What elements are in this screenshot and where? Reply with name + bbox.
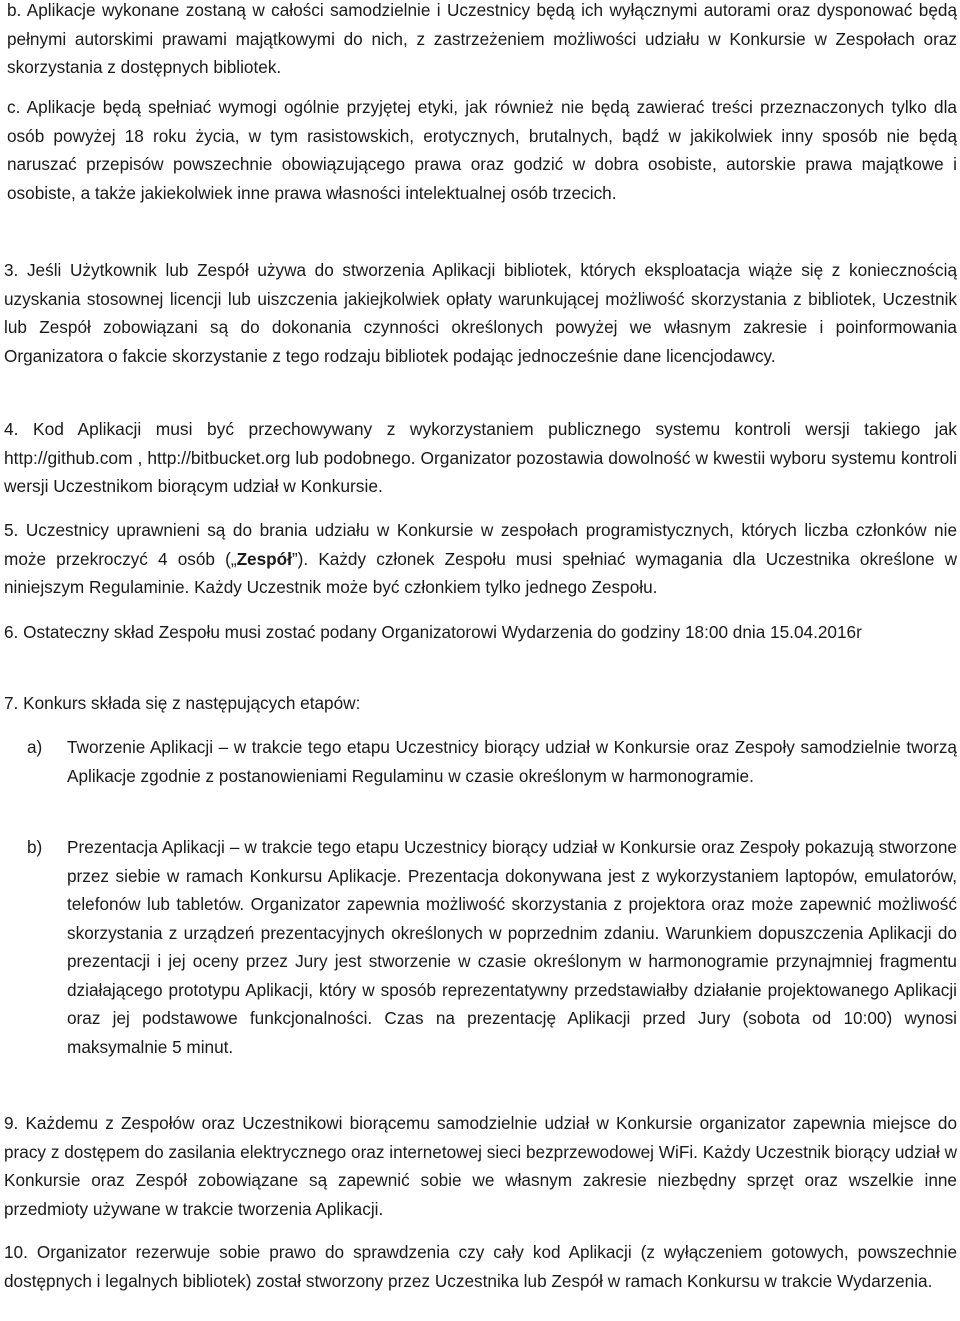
list-marker-b: b) (27, 837, 43, 857)
paragraph-b: b. Aplikacje wykonane zostaną w całości samodzielnie i Uczestnicy będą ich wyłącznymi autorami oraz dysponować będą pełnymi autorskimi prawami majątkowymi do nich, z zastrzeżeniem możliwości udziału w Konkursie w Zespołach oraz skorzystania z dostępnych bibliotek. (7, 0, 957, 77)
team-term: Zespół (236, 548, 292, 569)
paragraph-10: 10. Organizator rezerwuje sobie prawo do sprawdzenia czy cały kod Aplikacji (z wyłączeniem gotowych, powszechnie dostępnych i legalnych bibliotek) został stworzony przez Uczestnika lub Zespół w ramach Konkursu w trakcie Wydarzenia. (4, 1242, 957, 1291)
paragraph-9: 9. Każdemu z Zespołów oraz Uczestnikowi biorącemu samodzielnie udział w Konkursie organizator zapewnia miejsce do pracy z dostępem do zasilania elektrycznego oraz internetowej sieci bezprzewodowej WiFi. Każdy Uczestnik biorący udział w Konkursie oraz Zespół zobowiązane są zapewnić sobie we własnym zakresie niezbędny sprzęt oraz wszelkie inne przedmioty używane w trakcie tworzenia Aplikacji. (4, 1113, 957, 1219)
list-item-a (27, 733, 957, 790)
list-item-b (27, 833, 957, 1061)
list-item-b-text: Prezentacja Aplikacji – w trakcie tego etapu Uczestnicy biorący udział w Konkursie oraz Zespoły pokazują stworzone przez siebie w ramach Konkursu Aplikacje. Prezentacja dokonywana jest z wykorzystaniem laptopów, emulatorów, telefonów lub tabletów. Organizator zapewnia możliwość skorzystania z projektora oraz może zapewnić możliwość skorzystania z urządzeń prezentacyjnych określonych w poprzednim zdaniu. Warunkiem dopuszczenia Aplikacji do prezentacji i jej oceny przez Jury jest stworzenie w czasie określonym w harmonogramie przynajmniej fragmentu działającego prototypu Aplikacji, który w sposób reprezentatywny przedstawiałby działanie projektowanego Aplikacji oraz jej podstawowe funkcjonalności. Czas na prezentację Aplikacji przed Jury (sobota od 10:00) wynosi maksymalnie 5 minut. (67, 837, 957, 1057)
paragraph-c: c. Aplikacje będą spełniać wymogi ogólnie przyjętej etyki, jak również nie będą zawierać treści przeznaczonych tylko dla osób powyżej 18 roku życia, w tym rasistowskich, erotycznych, brutalnych, bądź w jakikolwiek inny sposób nie będą naruszać przepisów powszechnie obowiązującego prawa oraz godzić w dobra osobiste, autorskie prawa majątkowe i osobiste, a także jakiekolwiek inne prawa własności intelektualnej osób trzecich. (7, 97, 957, 203)
paragraph-5 (4, 516, 957, 602)
list-item-a-text: Tworzenie Aplikacji – w trakcie tego etapu Uczestnicy biorący udział w Konkursie oraz Zespoły samodzielnie tworzą Aplikacje zgodnie z postanowieniami Regulaminu w czasie określonym w harmonogramie. (67, 737, 957, 786)
paragraph-6: 6. Ostateczny skład Zespołu musi zostać podany Organizatorowi Wydarzenia do godziny 18:00 dnia 15.04.2016r (4, 622, 862, 642)
paragraph-5-text-start: 5. Uczestnicy uprawnieni są do brania udziału w Konkursie w zespołach programistycznych, których liczba członków nie może przekroczyć 4 osób („ (4, 520, 957, 569)
paragraph-7: 7. Konkurs składa się z następujących etapów: (4, 693, 361, 713)
list-marker-a: a) (27, 737, 43, 757)
paragraph-3: 3. Jeśli Użytkownik lub Zespół używa do stworzenia Aplikacji bibliotek, których eksploatacja wiąże się z koniecznością uzyskania stosownej licencji lub uiszczenia jakiejkolwiek opłaty warunkującej możliwość skorzystania z bibliotek, Uczestnik lub Zespół zobowiązani są do dokonania czynności określonych powyżej we własnym zakresie i poinformowania Organizatora o fakcie skorzystanie z tego rodzaju bibliotek podając jednocześnie dane licencjodawcy. (4, 260, 957, 366)
paragraph-4: 4. Kod Aplikacji musi być przechowywany z wykorzystaniem publicznego systemu kontroli wersji takiego jak http://github.com , http://bitbucket.org lub podobnego. Organizator pozostawia dowolność w kwestii wyboru systemu kontroli wersji Uczestnikom biorącym udział w Konkursie. (4, 419, 957, 496)
paragraph-5-text-end: ”). Każdy członek Zespołu musi spełniać wymagania dla Uczestnika określone w niniejszym Regulaminie. Każdy Uczestnik może być członkiem tylko jednego Zespołu. (4, 548, 957, 597)
